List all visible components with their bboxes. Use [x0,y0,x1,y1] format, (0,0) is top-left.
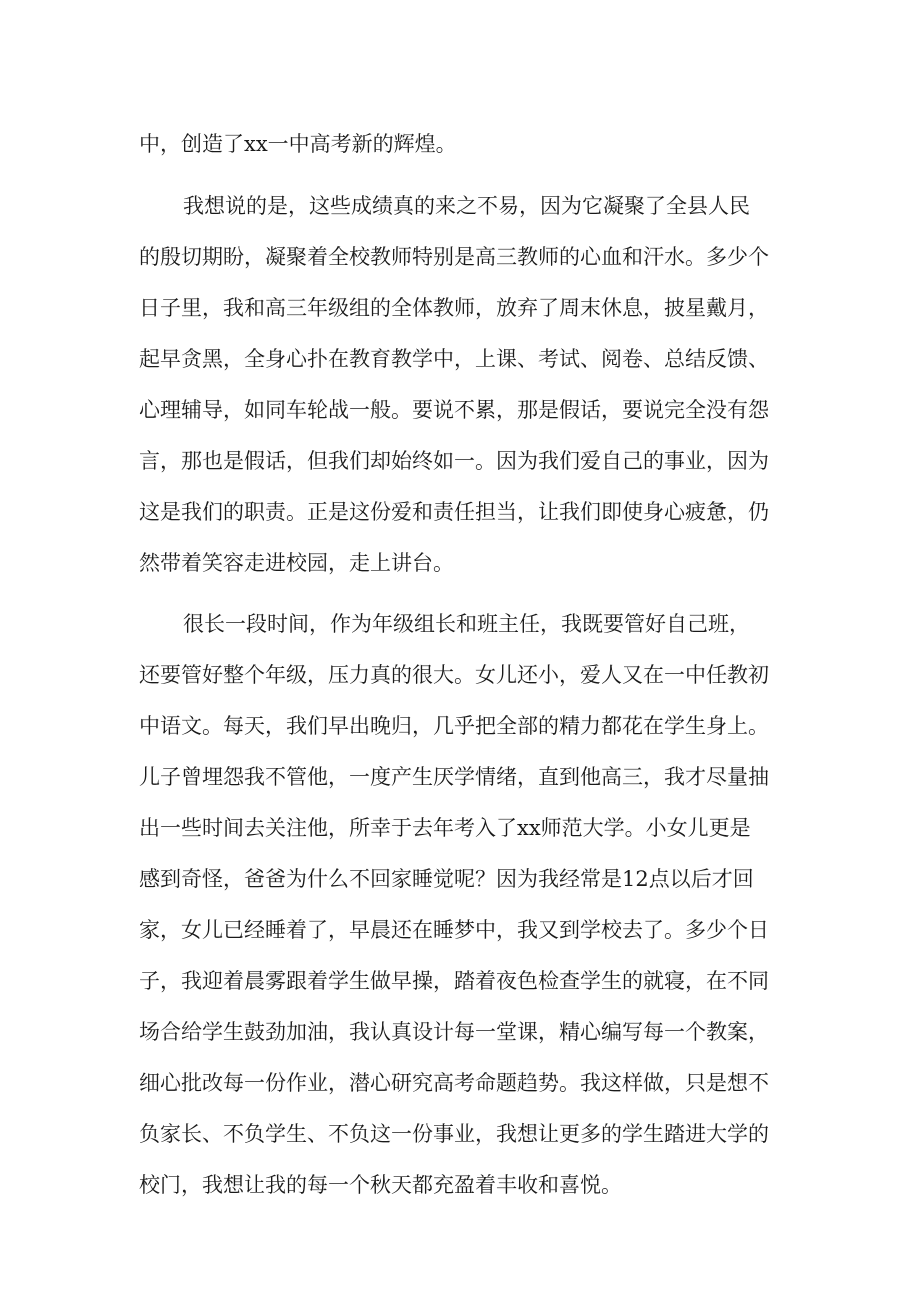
text-line: 然带着笑容走进校园，走上讲台。 [139,551,454,575]
text-line: 起早贪黑，全身心扑在教育教学中，上课、考试、阅卷、总结反馈、 [139,347,769,371]
text-line: 负家长、不负学生、不负这一份事业，我想让更多的学生踏进大学的 [139,1122,769,1146]
text-line: 家，女儿已经睡着了，早晨还在睡梦中，我又到学校去了。多少个日 [139,918,769,942]
text-line: 的殷切期盼，凝聚着全校教师特别是高三教师的心血和汗水。多少个 [139,245,769,269]
text-line: 这是我们的职责。正是这份爱和责任担当，让我们即使身心疲惫，仍 [139,500,769,524]
text-line: 言，那也是假话，但我们却始终如一。因为我们爱自己的事业，因为 [139,449,769,473]
text-line: 子，我迎着晨雾跟着学生做早操，踏着夜色检查学生的就寝，在不同 [139,969,769,993]
text-line: 我想说的是，这些成绩真的来之不易，因为它凝聚了全县人民 [183,194,750,218]
text-line: 场合给学生鼓劲加油，我认真设计每一堂课，精心编写每一个教案， [139,1020,769,1044]
text-line: 儿子曾埋怨我不管他，一度产生厌学情绪，直到他高三，我才尽量抽 [139,765,769,789]
text-line: 日子里，我和高三年级组的全体教师，放弃了周末休息，披星戴月， [139,296,769,320]
text-line: 细心批改每一份作业，潜心研究高考命题趋势。我这样做，只是想不 [139,1071,769,1095]
text-line: 出一些时间去关注他，所幸于去年考入了xx师范大学。小女儿更是 [139,816,751,840]
text-line: 校门，我想让我的每一个秋天都充盈着丰收和喜悦。 [139,1173,622,1197]
text-line: 中，创造了xx一中高考新的辉煌。 [139,132,457,156]
text-line: 感到奇怪，爸爸为什么不回家睡觉呢？因为我经常是12点以后才回 [139,867,754,891]
text-line: 还要管好整个年级，压力真的很大。女儿还小，爱人又在一中任教初 [139,663,769,687]
text-line: 中语文。每天，我们早出晚归，几乎把全部的精力都花在学生身上。 [139,714,769,738]
text-line: 心理辅导，如同车轮战一般。要说不累，那是假话，要说完全没有怨 [139,398,769,422]
text-line: 很长一段时间，作为年级组长和班主任，我既要管好自己班， [183,612,750,636]
